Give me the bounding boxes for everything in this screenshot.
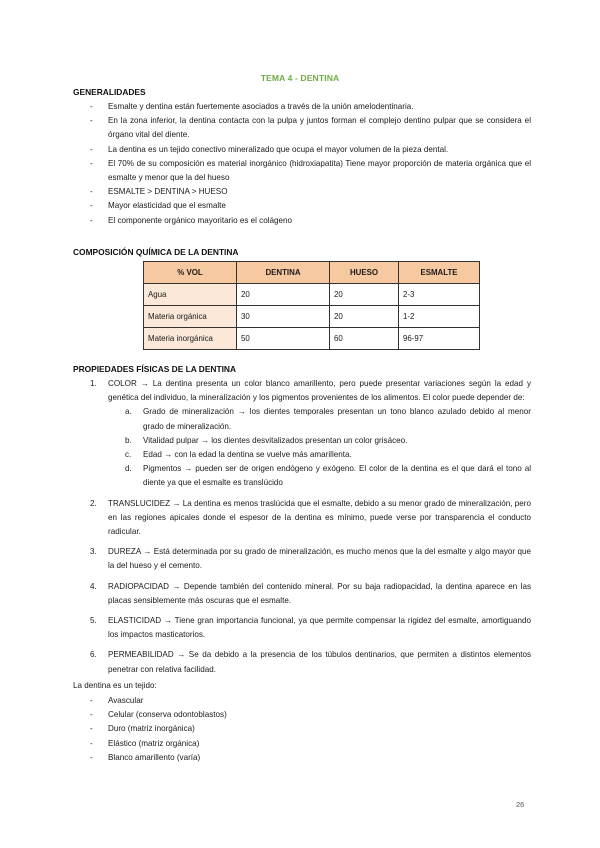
item-letter: c. [125,450,132,460]
item-letter: d. [125,464,132,474]
heading-generalidades: GENERALIDADES [73,87,146,97]
generalidades-list [73,100,531,228]
row-label: Materia orgánica [144,306,237,328]
item-text: PERMEABILIDAD → Se da debido a la presencia de los túbulos dentinarios, que permiten a distintos elementos penetrar con relativa facilidad. [108,650,531,674]
list-item: - Avascular [73,694,531,708]
heading-composicion: COMPOSICIÓN QUÍMICA DE LA DENTINA [73,247,239,257]
list-item: - En la zona inferior, la dentina contacta con la pulpa y juntos forman el complejo dentino pulpar que se considera el órgano vital del diente. [73,114,531,142]
table-cell: 50 [237,328,330,350]
list-item: - La dentina es un tejido conectivo mineralizado que ocupa el mayor volumen de la pieza dental. [73,143,531,157]
list-item [73,614,531,642]
list-item: - ESMALTE > DENTINA > HUESO [73,185,531,199]
item-text: TRANSLUCIDEZ → La dentina es menos traslúcida que el esmalte, debido a su menor grado de mineralización, pero en las regiones apicales donde el espesor de la dentina es mínimo, puede verse por transparencia el conducto radicular. [108,498,531,537]
item-text: Vitalidad pulpar → los dientes desvitalizados presentan un color grisáceo. [143,435,408,445]
column-header: HUESO [330,262,399,284]
item-number: 2. [90,498,97,508]
sub-list-item [108,434,531,448]
tejido-intro: La dentina es un tejido: [73,681,157,690]
sub-list-item [108,448,531,462]
item-number: 4. [90,581,97,591]
list-item: - Duro (matriz inorgánica) [73,722,531,736]
list-item: - Esmalte y dentina están fuertemente asociados a través de la unión amelodentinaria. [73,100,531,114]
table-header-row [144,262,480,284]
item-number: 5. [90,616,97,626]
tejido-list [73,694,531,765]
item-text: COLOR → La dentina presenta un color blanco amarillento, pero puede presentar variaciones según la edad y genética del individuo, la mineralización y los pigmentos provenientes de los alimentos. El color puede depender de: [108,379,531,403]
table-row [144,306,480,328]
column-header: DENTINA [237,262,330,284]
item-text: Pigmentos → pueden ser de origen endógeno y exógeno. El color de la dentina es el que dará el tono al diente ya que el esmalte es translúcido [143,464,531,488]
sub-list-item [108,405,531,433]
composition-table [143,261,480,350]
list-item: - El componente orgánico mayoritario es el colágeno [73,214,531,228]
list-item: - Elástico (matriz orgánica) [73,737,531,751]
list-item: - Mayor elasticidad que el esmalte [73,199,531,213]
list-item [73,497,531,540]
column-header: % VOL [144,262,237,284]
item-number: 1. [90,379,97,388]
table-cell: 96-97 [399,328,480,350]
page-number: 26 [516,800,525,809]
sub-list-item [108,462,531,490]
heading-propiedades: PROPIEDADES FÍSICAS DE LA DENTINA [73,364,237,374]
item-text: Edad → con la edad la dentina se vuelve más amarillenta. [143,450,352,460]
item-letter: b. [125,435,132,445]
table-cell: 20 [330,284,399,306]
table-cell: 30 [237,306,330,328]
item-number: 3. [90,547,97,557]
item-text: Grado de mineralización → los dientes temporales presentan un tono blanco azulado debido al menor grado de mineralización. [143,407,531,431]
list-item: - Blanco amarillento (varía) [73,751,531,765]
table-cell: 20 [237,284,330,306]
column-header: ESMALTE [399,262,480,284]
table-cell: 2-3 [399,284,480,306]
list-item [73,545,531,573]
row-label: Materia inorgánica [144,328,237,350]
list-item: - Celular (conserva odontoblastos) [73,708,531,722]
table-cell: 60 [330,328,399,350]
document-title: TEMA 4 - DENTINA [260,73,340,83]
item-number: 6. [90,650,97,660]
item-text: RADIOPACIDAD → Depende también del contenido mineral. Por su baja radiopacidad, la dentina aparece en las placas sensiblemente más oscuras que el esmalte. [108,581,531,605]
table-row [144,328,480,350]
propiedades-list [73,377,531,683]
table-row [144,284,480,306]
list-item [73,580,531,608]
item-letter: a. [125,407,132,417]
list-item [73,377,531,491]
table-cell: 20 [330,306,399,328]
item-text: ELASTICIDAD → Tiene gran importancia funcional, ya que permite compensar la rigidez del esmalte, amortiguando los impactos masticatorios. [108,616,531,640]
row-label: Agua [144,284,237,306]
list-item: - El 70% de su composición es material inorgánico (hidroxiapatita) Tiene mayor proporción de materia orgánica que el esmalte y menor que la del hueso [73,157,531,185]
sub-list [108,405,531,490]
list-item [73,648,531,676]
table-cell: 1-2 [399,306,480,328]
item-text: DUREZA → Está determinada por su grado de mineralización, es mucho menos que la del esmalte y algo mayor que la del hueso y el cemento. [108,547,531,571]
